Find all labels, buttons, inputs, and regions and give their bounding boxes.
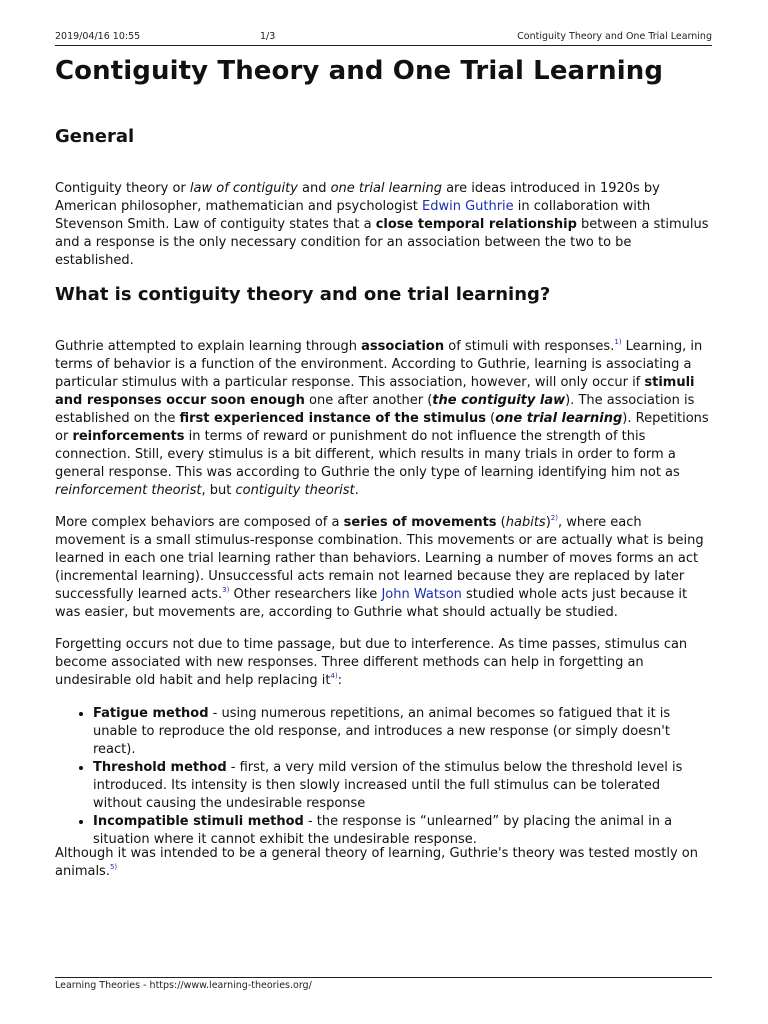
footnote-ref-3[interactable]: 3) <box>222 586 230 594</box>
footnote-ref-2[interactable]: 2) <box>550 514 558 522</box>
header-rule-left <box>55 45 242 46</box>
link-john-watson[interactable]: John Watson <box>381 587 462 602</box>
footnote-ref-1[interactable]: 1) <box>614 338 622 346</box>
footnote-ref-4[interactable]: 4) <box>330 672 338 680</box>
header-title: Contiguity Theory and One Trial Learning <box>517 31 712 42</box>
what-paragraph-2: More complex behaviors are composed of a series of movements (habits)$^{2)}$, where each movement is a small stimulus-response combination. This movements or are actually what is being learned in each one trial learning rather than behaviors. Learning a number of moves forms an act (incremental learning). Unsuccessful acts remain not learned because they are replaced by later successfully learned acts.$^{3)}$ Other researchers like John Watson studied whole acts just because it was easier, but movements are, according to Guthrie what should actually be studied. <box>55 514 704 620</box>
link-edwin-guthrie[interactable]: Edwin Guthrie <box>421 199 514 214</box>
what-paragraph-3: Forgetting occurs not due to time passage, but due to interference. As time passes, stimulus can become associated with new responses. Three different methods can help in forgetting an undesirable old habit and help replacing it$^{4)}$: <box>55 637 688 688</box>
section-heading-what-is: What is contiguity theory and one trial learning? <box>55 284 551 305</box>
footnote-ref-5[interactable]: 5) <box>109 863 118 871</box>
page-footer: Learning Theories - https://www.learning-theories.org/ <box>55 980 312 991</box>
list-item: • Fatigue method - using numerous repetitions, an animal becomes so fatigued that it is unable to reproduce the old response, and introduces a new response (or simply doesn't react). <box>93 705 712 759</box>
footer-rule <box>55 977 712 978</box>
page-header <box>55 31 712 45</box>
header-page-number: 1/3 <box>260 31 276 42</box>
what-paragraph-4: Although it was intended to be a general theory of learning, Guthrie's theory was tested mostly on animals.$^{5)}$ <box>55 846 698 879</box>
header-rule-right <box>242 45 712 46</box>
forgetting-methods-list <box>55 705 712 849</box>
what-paragraph-1: Guthrie attempted to explain learning through association of stimuli with responses.$^{1)}$ Learning, in terms of behavior is a function of the environment. According to Guthrie, learning is associating a particular stimulus with a particular response. This association, however, will only occur if stimuli and responses occur soon enough one after another (the contiguity law). The association is established on the first experienced instance of the stimulus (one trial learning). Repetitions or reinforcements in terms of reward or punishment do not influence the strength of this connection. Still, every stimulus is a bit different, which results in many trials in order to form a general response. This was according to Guthrie the only type of learning identifying him not as reinforcement theorist, but contiguity theorist. <box>55 338 709 498</box>
list-item: • Incompatible stimuli method - the response is “unlearned” by placing the animal in a situation where it cannot exhibit the undesirable response. <box>93 813 712 849</box>
general-paragraph: Contiguity theory or law of contiguity and one trial learning are ideas introduced in 1920s by American philosopher, mathematician and psychologist Edwin Guthrie in collaboration with Stevenson Smith. Law of contiguity states that a close temporal relationship between a stimulus and a response is the only necessary condition for an association between the two to be established. <box>55 181 709 268</box>
section-heading-general: General <box>55 126 135 147</box>
page-title: Contiguity Theory and One Trial Learning <box>55 56 664 86</box>
header-datetime: 2019/04/16 10:55 <box>55 31 141 42</box>
list-item: • Threshold method - first, a very mild version of the stimulus below the threshold level is introduced. Its intensity is then slowly increased until the full stimulus can be tolerated without causing the undesirable response <box>93 759 712 813</box>
